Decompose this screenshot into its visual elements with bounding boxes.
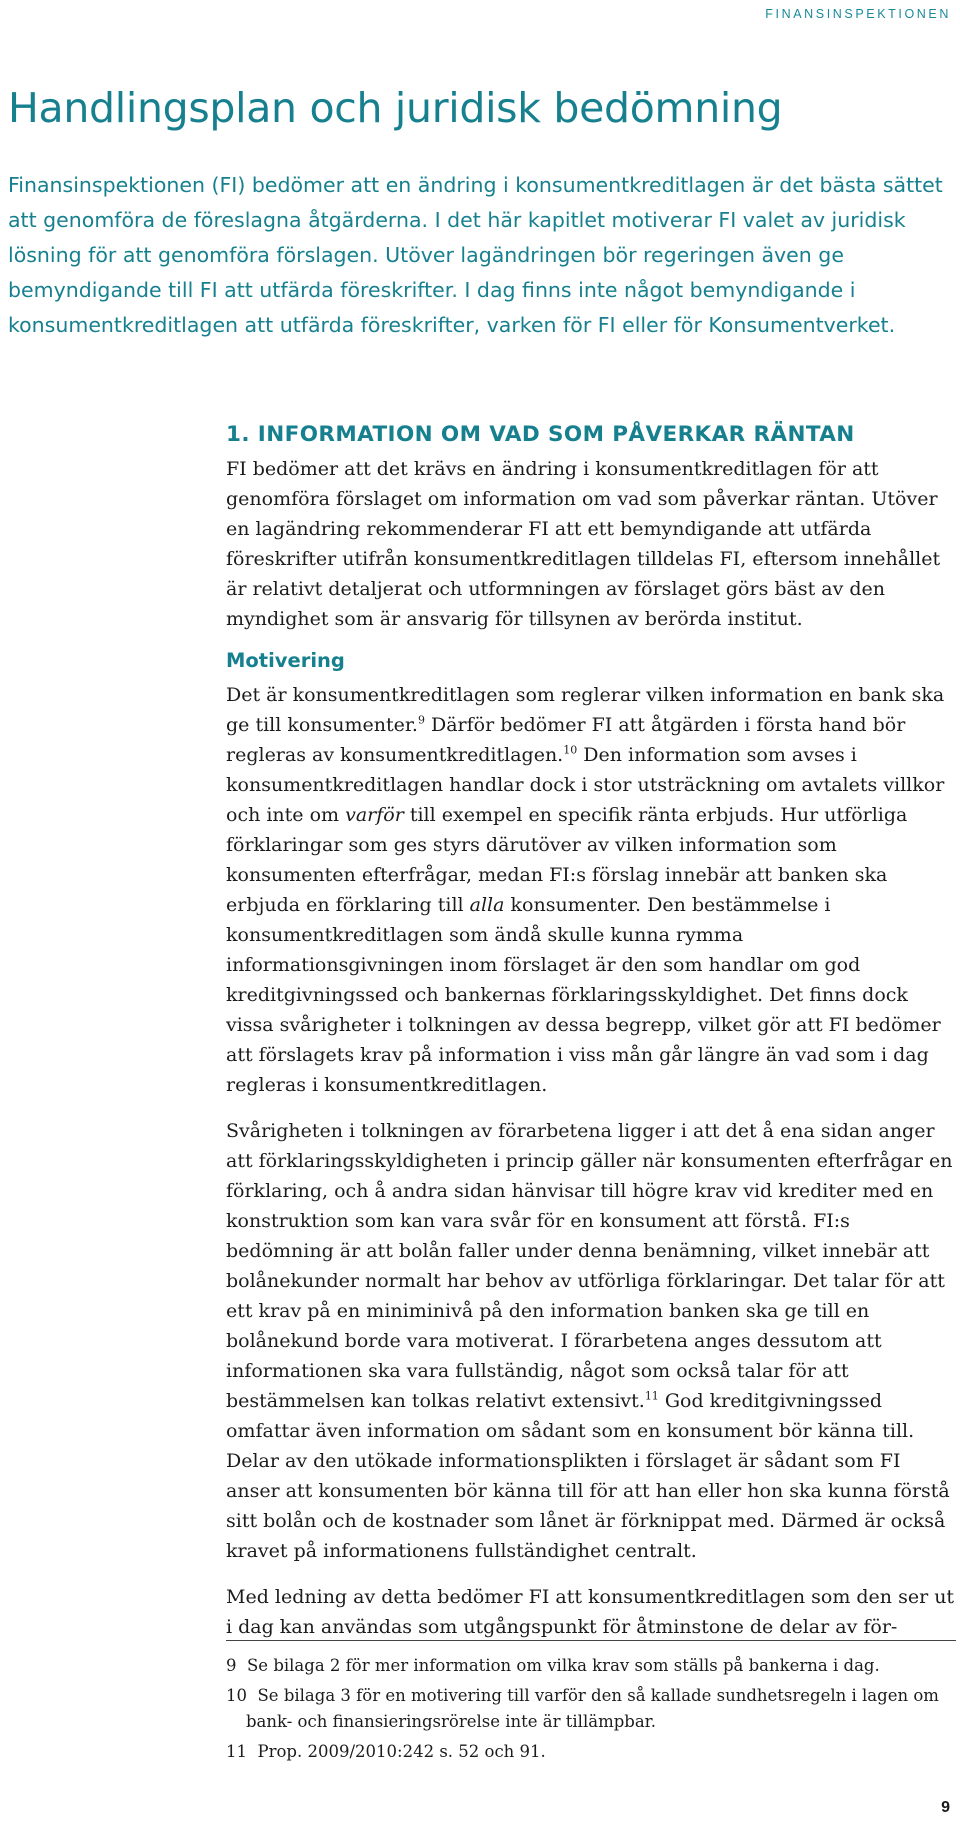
motivering-paragraph-1	[226, 680, 956, 1100]
footnotes	[226, 1640, 956, 1765]
footnote-11	[226, 1739, 956, 1765]
footnote-number: 11	[226, 1742, 247, 1761]
emphasis-alla: alla	[469, 894, 505, 916]
page-number: 9	[941, 1799, 950, 1816]
footnote-text: Prop. 2009/2010:242 s. 52 och 91.	[257, 1742, 546, 1761]
motivering-paragraph-3: Med ledning av detta bedömer FI att konsumentkreditlagen som den ser ut i dag kan användas som utgångspunkt för åtminstone de delar av för-	[226, 1586, 955, 1638]
text-run: Det är konsumentkreditlagen som reglerar vilken information en bank ska ge till konsumenter.	[226, 684, 945, 736]
text-run: till exempel en specifik ränta erbjuds. Hur utförliga förklaringar som ges styrs därutöver av vilken information som konsumenten efterfrågar, medan FI:s förslag innebär att banken ska erbjuda en förklaring till	[226, 804, 908, 916]
footnote-9	[226, 1653, 956, 1679]
footnote-number: 10	[226, 1686, 247, 1705]
page-title: Handlingsplan och juridisk bedömning	[8, 84, 783, 132]
footnote-text: Se bilaga 2 för mer information om vilka krav som ställs på bankerna i dag.	[247, 1656, 880, 1675]
footnote-text: Se bilaga 3 för en motivering till varför den så kallade sundhetsregeln i lagen om bank- och finansieringsrörelse inte är tillämpbar.	[246, 1686, 939, 1731]
footnote-ref-9[interactable]: 9	[417, 713, 425, 727]
footnote-10	[226, 1683, 956, 1735]
intro-paragraph: Finansinspektionen (FI) bedömer att en ändring i konsumentkreditlagen är det bästa sättet att genomföra de föreslagna åtgärderna. I det här kapitlet motiverar FI valet av juridisk lösning för att genomföra förslagen. Utöver lagändringen bör regeringen även ge bemyndigande till FI att utfärda föreskrifter. I dag finns inte något bemyndigande i konsumentkreditlagen att utfärda föreskrifter, varken för FI eller för Konsumentverket.	[8, 173, 943, 337]
footnote-number: 9	[226, 1656, 237, 1675]
footnote-ref-10[interactable]: 10	[563, 743, 578, 757]
section-paragraph-1: FI bedömer att det krävs en ändring i konsumentkreditlagen för att genomföra förslaget om information om vad som påverkar räntan. Utöver en lagändring rekommenderar FI att ett bemyndigande att utfärda föreskrifter utifrån konsumentkreditlagen tilldelas FI, eftersom innehållet är relativt detaljerat och utformningen av förslaget görs bäst av den myndighet som är ansvarig för tillsynen av berörda institut.	[226, 458, 941, 630]
text-run: Svårigheten i tolkningen av förarbetena ligger i att det å ena sidan anger att förklaringsskyldigheten i princip gäller när konsumenten efterfrågar en förklaring, och å andra sidan hänvisar till högre krav vid krediter med en konstruktion som kan vara svår för en konsument att förstå. FI:s bedömning är att bolån faller under denna benämning, vilket innebär att bolånekunder normalt har behov av utförliga förklaringar. Det talar för att ett krav på en miniminivå på den information banken ska ge till en bolånekund borde vara motiverat. I förarbetena anges dessutom att informationen ska vara fullständig, något som också talar för att bestämmelsen kan tolkas relativt extensivt.	[226, 1120, 953, 1412]
running-header: FINANSINSPEKTIONEN	[765, 7, 951, 21]
motivering-paragraph-2	[226, 1116, 956, 1566]
subheading-motivering: Motivering	[226, 649, 345, 672]
footnote-ref-11[interactable]: 11	[644, 1389, 659, 1403]
section-heading: 1. INFORMATION OM VAD SOM PÅVERKAR RÄNTAN	[226, 422, 855, 447]
emphasis-varfor: varför	[345, 804, 404, 826]
text-run: God kreditgivningssed omfattar även information om sådant som en konsument bör känna till. Delar av den utökade informationsplikten i förslaget är sådant som FI anser att konsumenten bör känna till för att han eller hon ska kunna förstå sitt bolån och de kostnader som lånet är förknippat med. Därmed är också kravet på informationens fullständighet centralt.	[226, 1390, 950, 1562]
section-information-ranta	[226, 420, 956, 1642]
text-run: konsumenter. Den bestämmelse i konsumentkreditlagen som ändå skulle kunna rymma informationsgivningen inom förslaget är den som handlar om god kreditgivningssed och bankernas förklaringsskyldighet. Det finns dock vissa svårigheter i tolkningen av dessa begrepp, vilket gör att FI bedömer att förslagets krav på information i viss mån går längre än vad som i dag regleras i konsumentkreditlagen.	[226, 894, 941, 1096]
text-run: Därför bedömer FI att åtgärden i första hand bör regleras av konsumentkreditlagen.	[226, 714, 906, 766]
text-run: Den information som avses i konsumentkreditlagen handlar dock i stor utsträckning om avtalets villkor och inte om	[226, 744, 945, 826]
